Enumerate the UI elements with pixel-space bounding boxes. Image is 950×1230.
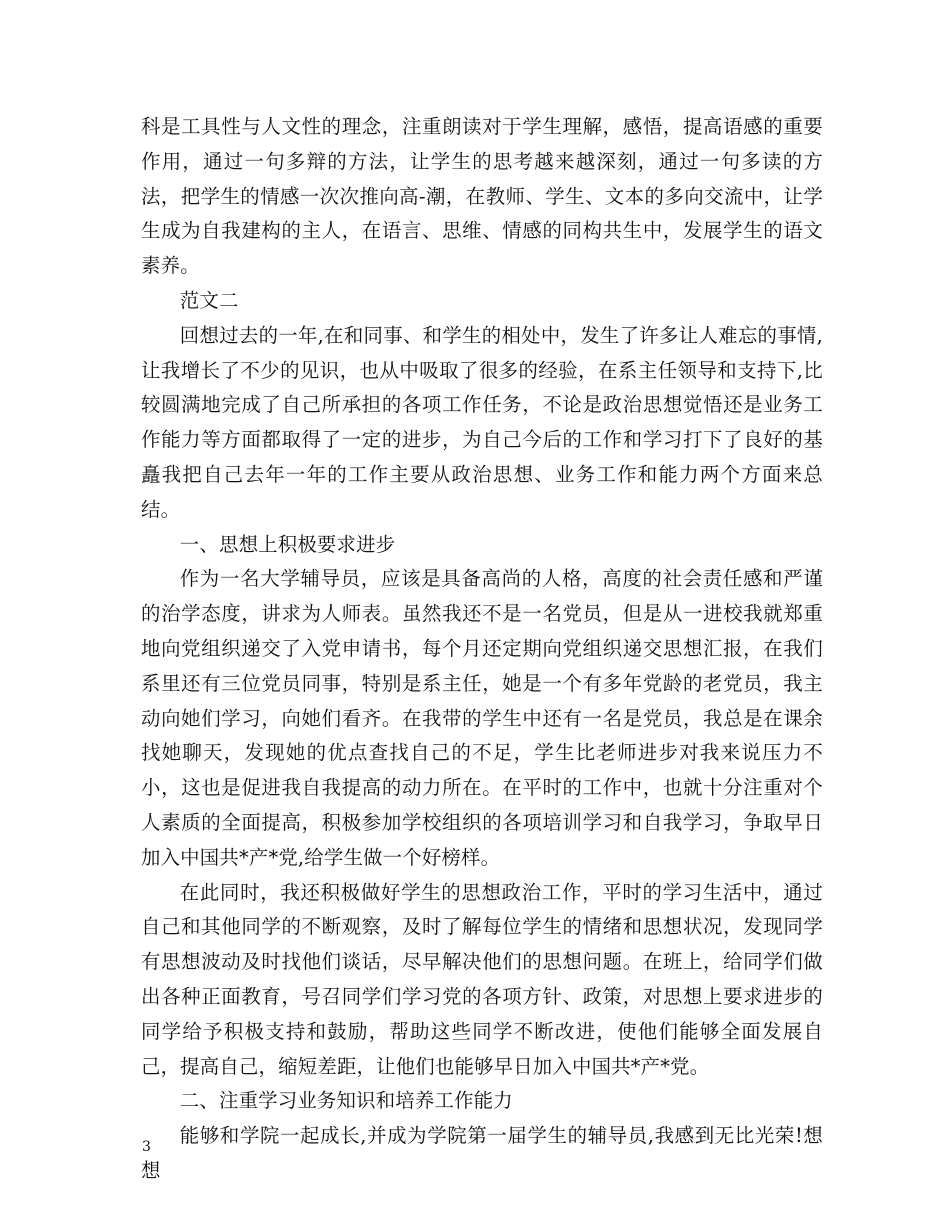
paragraph-5: 能够和学院一起成长,并成为学院第一届学生的辅导员,我感到无比光荣!想想: [141, 1124, 823, 1182]
heading-section-2: 二、注重学习业务知识和培养工作能力: [179, 1089, 513, 1113]
heading-fanwen-er: 范文二: [179, 288, 239, 312]
paragraph-3: 作为一名大学辅导员，应该是具备高尚的人格，高度的社会责任感和严谨的治学态度，讲求为人师表。虽然我还不是一名党员，但是从一进校我就郑重地向党组织递交了入党申请书，每个月还定期向党组织递交思想汇报，在我们系里还有三位党员同事，特别是系主任，她是一个有多年党龄的老党员，我主动向她们学习，向她们看齐。在我带的学生中还有一名是党员，我总是在课余找她聊天，发现她的优点查找自己的不足，学生比老师进步对我来说压力不小，这也是促进我自我提高的动力所在。在平时的工作中，也就十分注重对个人素质的全面提高，积极参加学校组织的各项培训学习和自我学习，争取早日加入中国共*产*党,给学生做一个好榜样。: [141, 567, 823, 869]
page-number: 3: [142, 1139, 151, 1155]
document-body: [141, 110, 823, 1189]
paragraph-4: 在此同时，我还积极做好学生的思想政治工作，平时的学习生活中，通过自己和其他同学的不断观察，及时了解每位学生的情绪和思想状况，发现同学有思想波动及时找他们谈话，尽早解决他们的思想问题。在班上，给同学们做出各种正面教育，号召同学们学习党的各项方针、政策，对思想上要求进步的同学给予积极支持和鼓励，帮助这些同学不断改进，使他们能够全面发展自己，提高自己，缩短差距，让他们也能够早日加入中国共*产*党。: [141, 880, 823, 1078]
paragraph-1: 科是工具性与人文性的理念，注重朗读对于学生理解，感悟，提高语感的重要作用，通过一句多辩的方法，让学生的思考越来越深刻，通过一句多读的方法，把学生的情感一次次推向高-潮，在教师、学生、文本的多向交流中，让学生成为自我建构的主人，在语言、思维、情感的同构共生中，发展学生的语文素养。: [141, 115, 823, 278]
paragraph-2: 回想过去的一年,在和同事、和学生的相处中，发生了许多让人难忘的事情,让我增长了不少的见识，也从中吸取了很多的经验，在系主任领导和支持下,比较圆满地完成了自己所承担的各项工作任务，不论是政治思想觉悟还是业务工作能力等方面都取得了一定的进步，为自己今后的工作和学习打下了良好的基矗我把自己去年一年的工作主要从政治思想、业务工作和能力两个方面来总结。: [141, 323, 823, 521]
heading-section-1: 一、思想上积极要求进步: [179, 532, 396, 556]
